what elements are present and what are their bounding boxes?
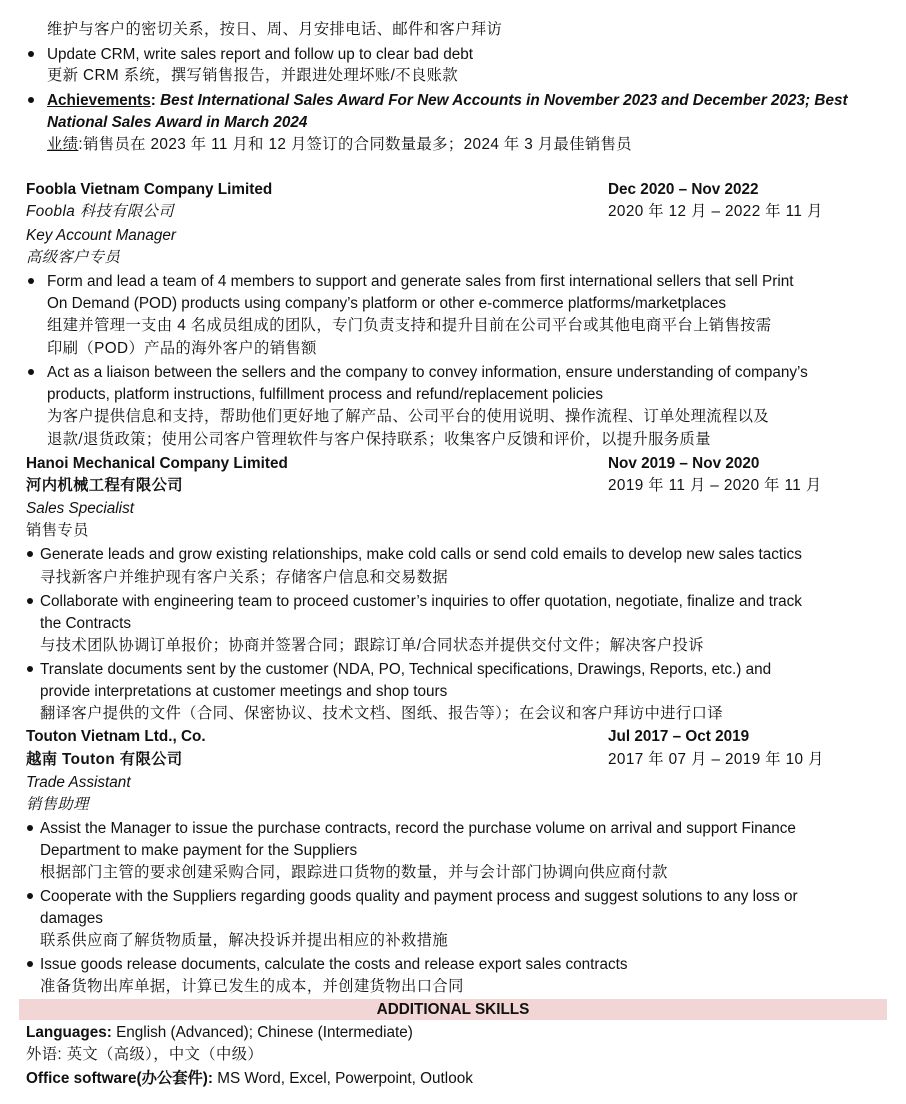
achievements-text-cont: National Sales Award in March 2024	[47, 114, 308, 131]
job-dates: Jul 2017 – Oct 2019	[608, 728, 750, 745]
bullet-text: Cooperate with the Suppliers regarding goods quality and payment process and suggest solutions to any loss or	[40, 888, 798, 905]
bullet-text-cont: damages	[40, 910, 103, 927]
bullet-text-cn: 组建并管理一支由 4 名成员组成的团队，专门负责支持和提升目前在公司平台或其他电商平台上销售按需	[47, 317, 772, 334]
achievements-text: Best International Sales Award For New Accounts in November 2023 and December 2023; Best	[160, 92, 848, 109]
bullet-text-cn: 根据部门主管的要求创建采购合同，跟踪进口货物的数量，并与会计部门协调向供应商付款	[40, 864, 668, 881]
job-dates: Nov 2019 – Nov 2020	[608, 455, 760, 472]
job-title-cn: 高级客户专员	[26, 249, 121, 266]
job-title: Trade Assistant	[26, 774, 131, 791]
job-title-cn: 销售助理	[26, 796, 89, 813]
bullet-text-cn: 翻译客户提供的文件（合同、保密协议、技术文档、图纸、报告等）；在会议和客户拜访中进行口译	[40, 705, 724, 722]
company-name-cn: Foobla 科技有限公司	[26, 203, 175, 220]
bullet-text-cont: On Demand (POD) products using company’s platform or other e-commerce platforms/marketplaces	[47, 295, 726, 312]
bullet-text-cont: products, platform instructions, fulfillment process and refund/replacement policies	[47, 386, 604, 403]
bullet-icon	[27, 551, 33, 557]
bullet-text-cont: provide interpretations at customer meetings and shop tours	[40, 683, 448, 700]
office-value: MS Word, Excel, Powerpoint, Outlook	[212, 1070, 473, 1087]
bullet-icon	[28, 97, 34, 103]
bullet-text: Issue goods release documents, calculate the costs and release export sales contracts	[40, 956, 628, 973]
achievements-colon: :	[150, 92, 156, 109]
bullet-text: Form and lead a team of 4 members to support and generate sales from first international sellers that sell Print	[47, 273, 794, 290]
bullet-text: Update CRM, write sales report and follow up to clear bad debt	[47, 46, 473, 63]
bullet-text-cont: the Contracts	[40, 615, 131, 632]
company-name-cn: 越南 Touton 有限公司	[26, 751, 183, 768]
bullet-text: Assist the Manager to issue the purchase contracts, record the purchase volume on arrival and support Finance	[40, 820, 796, 837]
job-title: Sales Specialist	[26, 500, 134, 517]
bullet-icon	[27, 825, 33, 831]
bullet-icon	[28, 369, 34, 375]
job-title: Key Account Manager	[26, 227, 176, 244]
job-dates: Dec 2020 – Nov 2022	[608, 181, 759, 198]
job-title-cn: 销售专员	[26, 522, 89, 539]
achievements-cn-line	[47, 134, 632, 155]
languages-label: Languages:	[26, 1024, 112, 1041]
achievements-line	[47, 90, 848, 111]
bullet-text-cn: 联系供应商了解货物质量，解决投诉并提出相应的补救措施	[40, 932, 449, 949]
bullet-text-cn: 印刷（POD）产品的海外客户的销售额	[47, 340, 317, 357]
languages-line	[26, 1022, 413, 1043]
job-dates-cn: 2019 年 11 月 – 2020 年 11 月	[608, 477, 822, 494]
text-line: 更新 CRM 系统，撰写销售报告，并跟进处理坏账/不良账款	[47, 67, 459, 84]
company-name: Touton Vietnam Ltd., Co.	[26, 728, 206, 745]
bullet-text-cn: 寻找新客户并维护现有客户关系；存储客户信息和交易数据	[40, 569, 449, 586]
bullet-icon	[28, 51, 34, 57]
bullet-icon	[27, 961, 33, 967]
bullet-text: Act as a liaison between the sellers and the company to convey information, ensure understanding of company’s	[47, 364, 808, 381]
achievements-cn-colon: :	[78, 136, 84, 153]
bullet-text: Generate leads and grow existing relationships, make cold calls or send cold emails to develop new sales tactics	[40, 546, 802, 563]
achievements-cn-text: 销售员在 2023 年 11 月和 12 月签订的合同数量最多；2024 年 3 月最佳销售员	[83, 136, 632, 153]
section-title: ADDITIONAL SKILLS	[376, 1001, 530, 1018]
bullet-text: Translate documents sent by the customer (NDA, PO, Technical specifications, Drawings, Reports, etc.) and	[40, 661, 772, 678]
bullet-icon	[27, 598, 33, 604]
company-name: Hanoi Mechanical Company Limited	[26, 455, 288, 472]
bullet-text-cont: Department to make payment for the Suppliers	[40, 842, 358, 859]
achievements-cn-label: 业绩	[47, 136, 79, 153]
languages-value: English (Advanced); Chinese (Intermediate)	[111, 1024, 413, 1041]
bullet-icon	[27, 666, 33, 672]
bullet-icon	[27, 893, 33, 899]
bullet-text-cn: 为客户提供信息和支持，帮助他们更好地了解产品、公司平台的使用说明、操作流程、订单处理流程以及	[47, 408, 770, 425]
office-label: Office software(办公套件):	[26, 1070, 213, 1087]
company-name: Foobla Vietnam Company Limited	[26, 181, 273, 198]
achievements-label: Achievements	[47, 92, 151, 109]
bullet-text-cn: 与技术团队协调订单报价；协商并签署合同；跟踪订单/合同状态并提供交付文件；解决客户投诉	[40, 637, 704, 654]
bullet-text-cn: 准备货物出库单据，计算已发生的成本，并创建货物出口合同	[40, 978, 464, 995]
text-line: 维护与客户的密切关系，按日、周、月安排电话、邮件和客户拜访	[47, 21, 503, 38]
bullet-text: Collaborate with engineering team to proceed customer’s inquiries to offer quotation, negotiate, finalize and track	[40, 593, 802, 610]
languages-cn: 外语: 英文（高级），中文（中级）	[26, 1046, 264, 1063]
office-line	[26, 1068, 473, 1089]
bullet-text-cn: 退款/退货政策；使用公司客户管理软件与客户保持联系；收集客户反馈和评价，以提升服务质量	[47, 431, 711, 448]
job-dates-cn: 2017 年 07 月 – 2019 年 10 月	[608, 751, 824, 768]
company-name-cn: 河内机械工程有限公司	[26, 477, 183, 494]
job-dates-cn: 2020 年 12 月 – 2022 年 11 月	[608, 203, 823, 220]
bullet-icon	[28, 278, 34, 284]
